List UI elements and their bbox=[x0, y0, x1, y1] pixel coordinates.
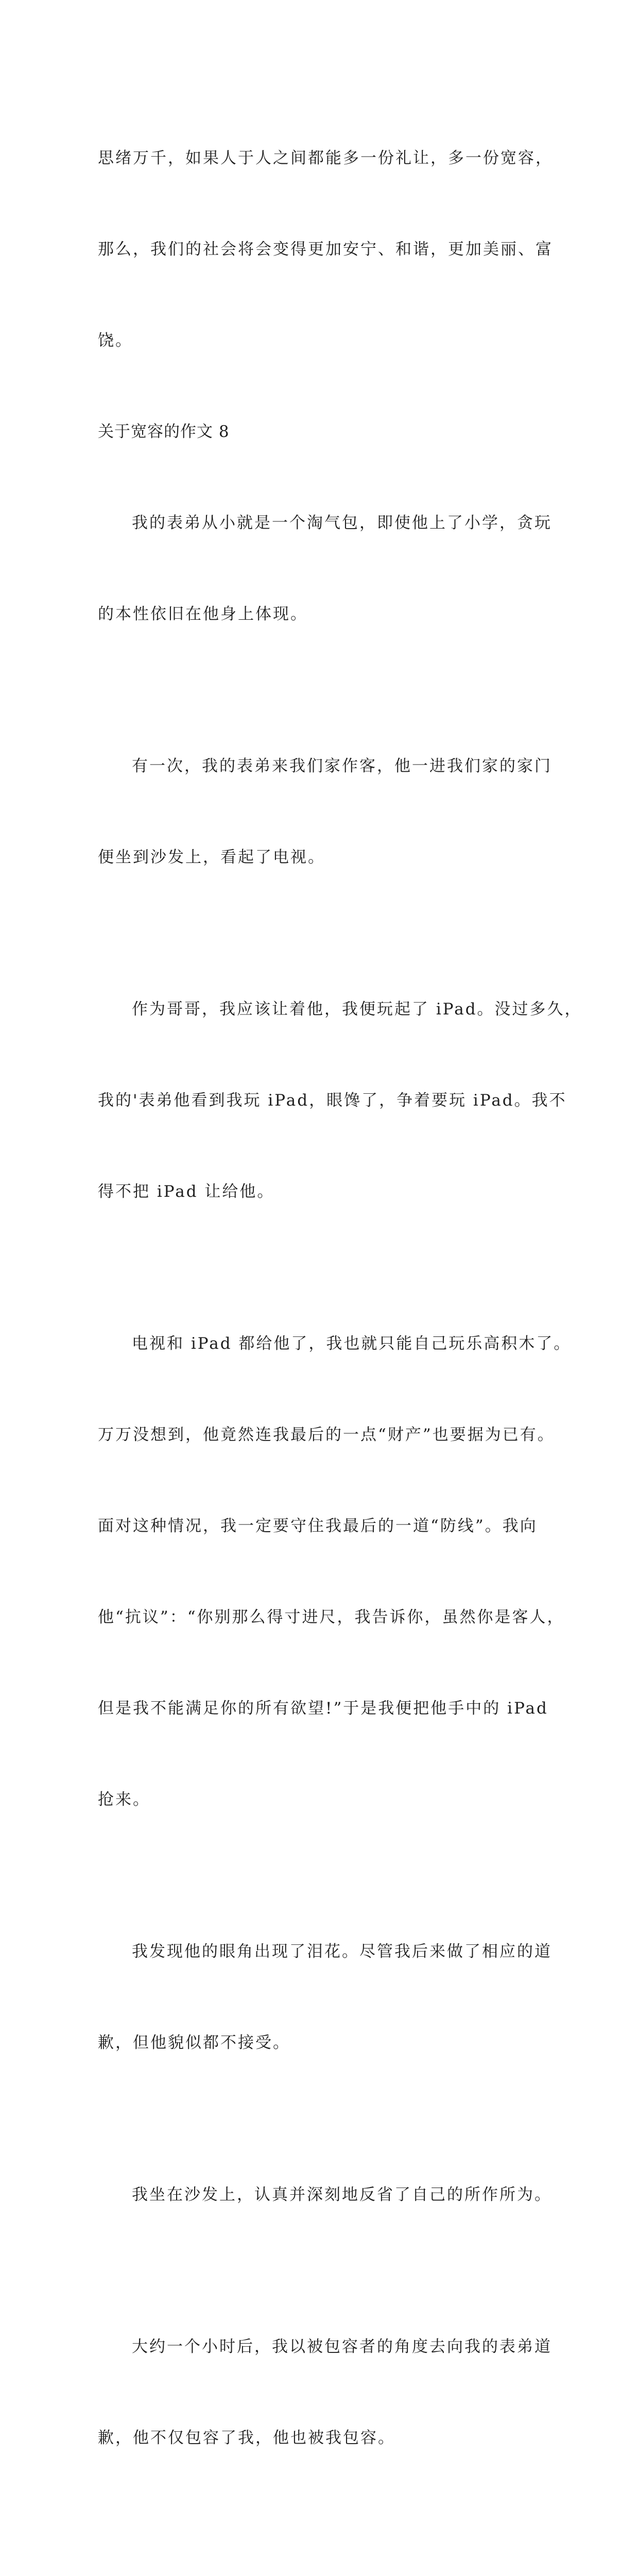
essay-title: 关于宽容的作文 8 bbox=[98, 422, 230, 441]
paragraph bbox=[98, 2119, 552, 2271]
paragraph-line: 得不把 iPad 让给他。 bbox=[98, 1182, 275, 1201]
paragraph-line: 面对这种情况，我一定要守住我最后的一道“防线”。我向 bbox=[98, 1517, 538, 1535]
paragraph-line: 大约一个小时后，我以被包容者的角度去向我的表弟道 bbox=[132, 2337, 552, 2356]
intro-line: 饶。 bbox=[98, 331, 133, 350]
paragraph-line: 我的表弟从小就是一个淘气包，即使他上了小学，贪玩 bbox=[132, 514, 552, 532]
paragraph-line: 有一次，我的表弟来我们家作客，他一进我们家的家门 bbox=[132, 757, 552, 775]
paragraph-line: 便坐到沙发上，看起了电视。 bbox=[98, 848, 325, 867]
paragraph-line: 作为哥哥，我应该让着他，我便玩起了 iPad。没过多久， bbox=[132, 1000, 582, 1019]
intro-line: 思绪万千，如果人于人之间都能多一份礼让，多一份宽容， bbox=[98, 149, 553, 167]
paragraph-line: 他“抗议”：“你别那么得寸进尺，我告诉你，虽然你是客人， bbox=[98, 1608, 565, 1626]
paragraph bbox=[98, 934, 582, 1268]
paragraph-line: 抢来。 bbox=[98, 1790, 150, 1809]
paragraph-line: 歉，但他貌似都不接受。 bbox=[98, 2033, 290, 2052]
paragraph-line: 我发现他的眼角出现了泪花。尽管我后来做了相应的道 bbox=[132, 1942, 552, 1961]
paragraph bbox=[98, 447, 552, 690]
paragraph bbox=[98, 1876, 552, 2119]
paragraph-line: 我坐在沙发上，认真并深刻地反省了自己的所作所为。 bbox=[132, 2185, 552, 2204]
paragraph-line: 万万没想到，他竟然连我最后的一点“财产”也要据为已有。 bbox=[98, 1426, 555, 1444]
intro-line: 那么，我们的社会将会变得更加安宁、和谐，更加美丽、富 bbox=[98, 240, 553, 259]
paragraph bbox=[98, 1268, 572, 1876]
paragraph-line: 但是我不能满足你的所有欲望!”于是我便把他手中的 iPad bbox=[98, 1699, 548, 1718]
document-body bbox=[98, 82, 582, 2576]
paragraph-line: 电视和 iPad 都给他了，我也就只能自己玩乐高积木了。 bbox=[132, 1334, 572, 1353]
paragraph bbox=[98, 2514, 542, 2576]
paragraph-line: 的本性依旧在他身上体现。 bbox=[98, 605, 308, 623]
paragraph-line: 我的'表弟他看到我玩 iPad，眼馋了，争着要玩 iPad。我不 bbox=[98, 1091, 567, 1110]
paragraph bbox=[98, 2271, 552, 2514]
paragraph bbox=[98, 690, 552, 934]
paragraph-line: 歉，他不仅包容了我，他也被我包容。 bbox=[98, 2429, 395, 2447]
intro-paragraph bbox=[98, 82, 553, 417]
